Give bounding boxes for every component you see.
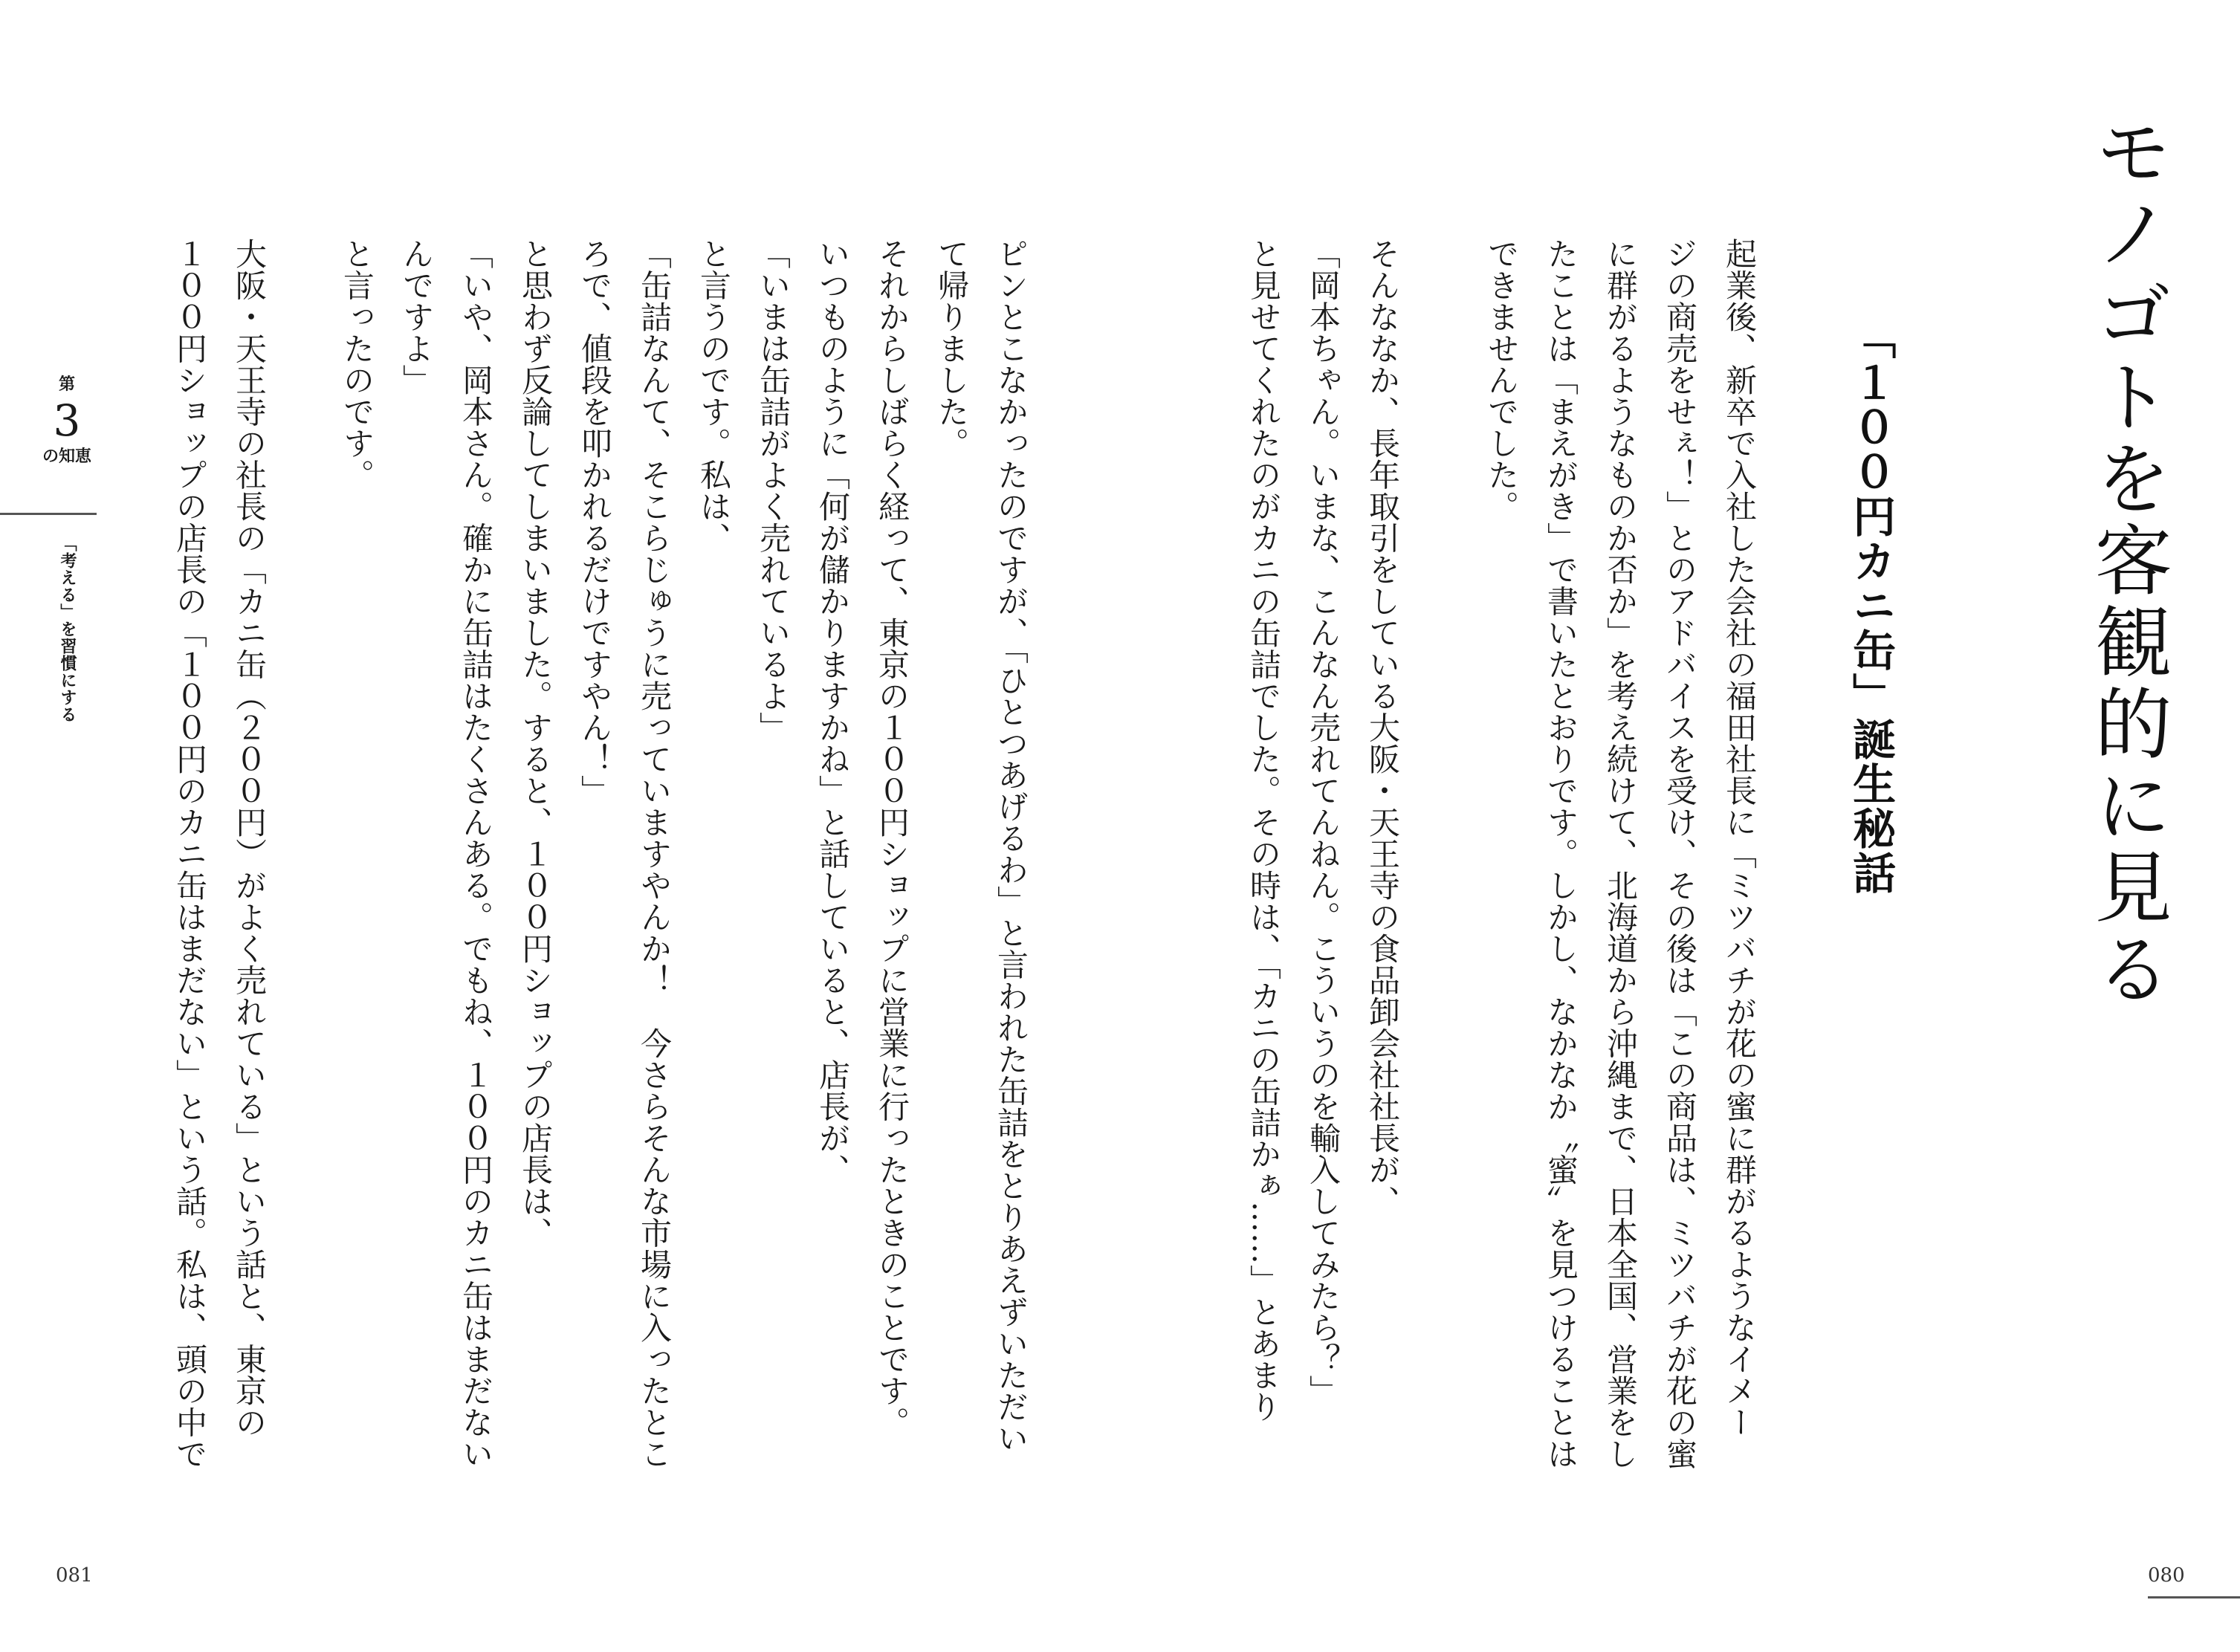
text-line: たことは「まえがき」で書いたとおりです。しかし、なかなか〝蜜〟を見つけることは bbox=[1543, 238, 1579, 1470]
page-number-right: 080 bbox=[2148, 1564, 2185, 1587]
chapter-tag bbox=[37, 372, 97, 467]
chapter-number: 3 bbox=[53, 395, 81, 446]
text-line: て帰りました。 bbox=[933, 238, 970, 459]
text-line: そんななか、長年取引をしている大阪・天王寺の食品卸会社社長が、 bbox=[1365, 238, 1401, 1217]
text-line: １００円ショップの店長の「１００円のカニ缶はまだない」という話。私は、頭の中で bbox=[172, 238, 208, 1470]
right-text-block-1 bbox=[1472, 238, 1769, 1501]
section-subtitle: 「１００円カニ缶」誕生秘話 bbox=[1845, 316, 1897, 895]
page-number-left: 081 bbox=[56, 1564, 93, 1587]
running-head: 「考える」を習慣にする bbox=[58, 535, 77, 723]
text-line: ジの商売をせぇ！」とのアドバイスを受け、その後は「この商品は、ミツバチが花の蜜 bbox=[1662, 238, 1698, 1470]
text-line: ろで、値段を叩かれるだけですやん！」 bbox=[577, 238, 613, 806]
text-line: んですよ」 bbox=[398, 238, 435, 396]
text-line: ピンとこなかったのですが、「ひとつあげるわ」と言われた缶詰をとりあえずいただい bbox=[993, 238, 1029, 1454]
text-line: いつものように「何が儲かりますかね」と話していると、店長が、 bbox=[815, 238, 851, 1185]
chapter-prefix: 第 bbox=[58, 375, 75, 394]
left-text-block-2 bbox=[160, 238, 279, 1501]
text-line: と言ったのです。 bbox=[339, 238, 375, 490]
left-text-block-1 bbox=[327, 238, 1040, 1501]
folio-rule bbox=[2148, 1596, 2240, 1598]
chapter-divider bbox=[0, 513, 97, 515]
text-line: できませんでした。 bbox=[1483, 238, 1520, 522]
text-line: 「いや、岡本さん。確かに缶詰はたくさんある。でもね、１００円のカニ缶はまだない bbox=[458, 238, 494, 1470]
text-line: と思わず反論してしまいました。すると、１００円ショップの店長は、 bbox=[517, 238, 554, 1248]
chapter-suffix: の知恵 bbox=[42, 447, 91, 466]
text-line: と見せてくれたのがカニの缶詰でした。その時は、「カニの缶詰かぁ……」とあまり bbox=[1246, 238, 1282, 1422]
chapter-title: モノゴトを客観的に見る bbox=[2081, 111, 2172, 1011]
text-line: 起業後、新卒で入社した会社の福田社長に「ミツバチが花の蜜に群がるようなイメー bbox=[1721, 238, 1758, 1438]
text-line: それからしばらく経って、東京の１００円ショップに営業に行ったときのことです。 bbox=[874, 238, 910, 1438]
text-line: と言うのです。私は、 bbox=[696, 238, 732, 554]
text-line: 「岡本ちゃん。いまな、こんなん売れてんねん。こういうのを輸入してみたら？」 bbox=[1305, 238, 1341, 1407]
right-text-block-2 bbox=[1234, 238, 1412, 1501]
text-line: 「いまは缶詰がよく売れているよ」 bbox=[755, 238, 792, 743]
text-line: に群がるようなものか否か」を考え続けて、北海道から沖縄まで、日本全国、営業をし bbox=[1602, 238, 1639, 1470]
text-line: 大阪・天王寺の社長の「カニ缶（２００円）がよく売れている」という話と、東京の bbox=[231, 238, 268, 1438]
text-line: 「缶詰なんて、そこらじゅうに売っていますやんか！ 今さらそんな市場に入ったとこ bbox=[636, 238, 673, 1470]
